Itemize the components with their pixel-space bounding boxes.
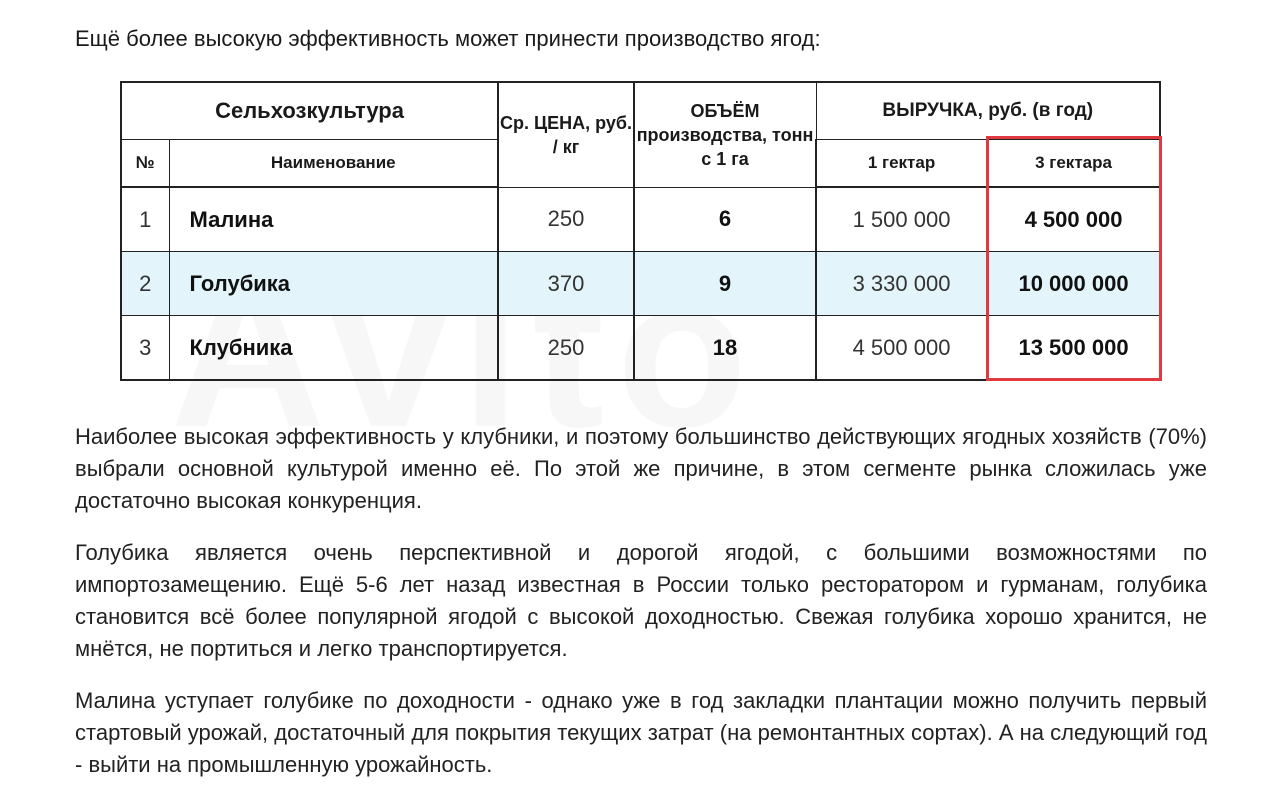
row-price: 370 — [498, 252, 634, 316]
header-revenue-3ha: 3 гектара — [987, 140, 1160, 188]
row-volume: 6 — [634, 187, 816, 252]
row-name: Клубника — [169, 316, 498, 381]
row-revenue-1ha: 1 500 000 — [816, 187, 987, 252]
header-revenue-1ha: 1 гектар — [816, 140, 987, 188]
header-volume: ОБЪЁМ производства, тонн с 1 га — [634, 82, 816, 187]
header-crop-group: Сельхозкультура — [121, 82, 498, 140]
table-row — [121, 316, 1160, 381]
paragraph-strawberry: Наиболее высокая эффективность у клубники, и поэтому большинство действующих ягодных хозяйств (70%) выбрали основной культурой именно её. По этой же причине, в этом сегменте рынка сложилась уже достаточно высокая конкуренция. — [75, 424, 1207, 513]
intro-text: Ещё более высокую эффективность может принести производство ягод: — [75, 26, 821, 51]
berry-yield-table — [120, 81, 1161, 381]
row-volume: 9 — [634, 252, 816, 316]
row-num: 1 — [121, 187, 169, 252]
paragraph-raspberry: Малина уступает голубике по доходности - однако уже в год закладки плантации можно получить первый стартовый урожай, достаточный для покрытия текущих затрат (на ремонтантных сортах). А на следующий год - выйти на промышленную урожайность. — [75, 688, 1207, 777]
row-revenue-1ha: 4 500 000 — [816, 316, 987, 381]
row-price: 250 — [498, 316, 634, 381]
row-num: 2 — [121, 252, 169, 316]
row-price: 250 — [498, 187, 634, 252]
table-row — [121, 252, 1160, 316]
header-price: Ср. ЦЕНА, руб. / кг — [498, 82, 634, 187]
header-num: № — [121, 140, 169, 188]
paragraph-blueberry: Голубика является очень перспективной и дорогой ягодой, с большими возможностями по импортозамещению. Ещё 5-6 лет назад известная в России только ресторатором и гурманам, голубика становится всё более популярной ягодой с высокой доходностью. Свежая голубика хорошо хранится, не мнётся, не портиться и легко транспортируется. — [75, 540, 1207, 661]
row-volume: 18 — [634, 316, 816, 381]
table-row — [121, 187, 1160, 252]
row-name: Малина — [169, 187, 498, 252]
header-revenue: ВЫРУЧКА, руб. (в год) — [816, 82, 1160, 140]
row-revenue-3ha: 10 000 000 — [987, 252, 1160, 316]
row-revenue-3ha: 4 500 000 — [987, 187, 1160, 252]
row-revenue-1ha: 3 330 000 — [816, 252, 987, 316]
header-name: Наименование — [169, 140, 498, 188]
row-name: Голубика — [169, 252, 498, 316]
row-revenue-3ha: 13 500 000 — [987, 316, 1160, 381]
row-num: 3 — [121, 316, 169, 381]
